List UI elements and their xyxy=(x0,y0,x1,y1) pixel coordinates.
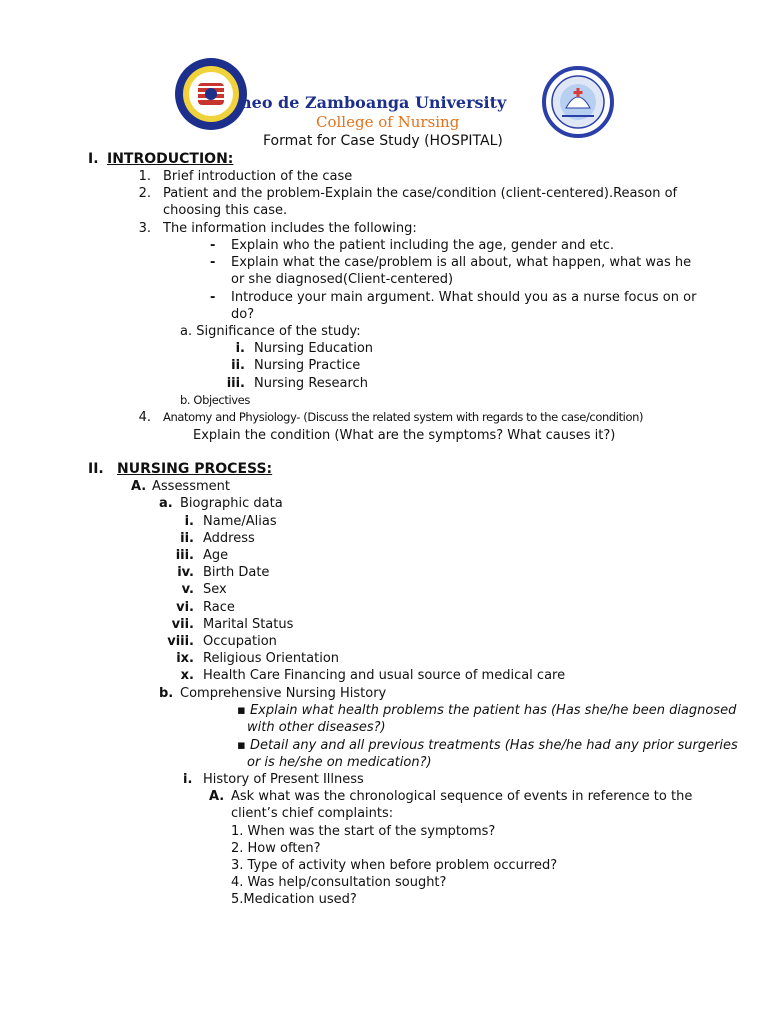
list-number: iii. xyxy=(175,548,194,563)
list-number: iii. xyxy=(226,376,245,391)
list-item: Race xyxy=(203,600,235,615)
list-item: Biographic data xyxy=(180,496,283,511)
list-number: iv. xyxy=(177,565,194,580)
list-item: Name/Alias xyxy=(203,514,277,529)
list-number: viii. xyxy=(167,634,194,649)
list-item: Ask what was the chronological sequence of events in reference to the xyxy=(231,789,693,804)
list-item: Religious Orientation xyxy=(203,651,340,666)
list-item: Nursing Education xyxy=(254,341,374,356)
section1-numeral: I. xyxy=(88,151,99,167)
list-item: Marital Status xyxy=(203,617,294,632)
list-number: ii. xyxy=(180,531,194,546)
page-title: Format for Case Study (HOSPITAL) xyxy=(263,133,503,149)
bullet-item: Explain who the patient including the age, gender and etc. xyxy=(231,238,615,253)
list-item-continuation: Explain the condition (What are the symptoms? What causes it?) xyxy=(193,428,616,443)
list-number: 2. xyxy=(138,186,151,201)
list-number: 1. xyxy=(138,169,151,184)
list-item: Anatomy and Physiology- (Discuss the related system with regards to the case/condition) xyxy=(163,410,644,424)
note-item: ▪ Detail any and all previous treatments (Has she/he had any prior surgeries xyxy=(237,738,738,753)
list-item: The information includes the following: xyxy=(163,221,417,236)
question-item: 3. Type of activity when before problem occurred? xyxy=(231,858,558,873)
objectives-heading: b. Objectives xyxy=(180,393,250,407)
question-item: 4. Was help/consultation sought? xyxy=(231,875,447,890)
list-item: History of Present Illness xyxy=(203,772,364,787)
list-number: i. xyxy=(184,514,194,529)
section2-numeral: II. xyxy=(88,461,104,477)
section2-heading: NURSING PROCESS: xyxy=(117,461,273,477)
list-item-continuation: choosing this case. xyxy=(163,203,288,218)
bullet-item: Introduce your main argument. What should you as a nurse focus on or xyxy=(231,290,697,305)
list-number: A. xyxy=(209,789,225,804)
list-number: v. xyxy=(181,582,194,597)
list-number: a. xyxy=(159,496,173,511)
university-name: neo de Zamboanga University xyxy=(240,93,507,112)
note-item-continuation: or is he/she on medication?) xyxy=(247,755,432,770)
list-item: Address xyxy=(203,531,255,546)
bullet-dash: - xyxy=(210,290,216,305)
list-item: Occupation xyxy=(203,634,277,649)
university-seal-icon xyxy=(174,57,248,131)
bullet-dash: - xyxy=(210,238,216,253)
list-item: Nursing Research xyxy=(254,376,368,391)
list-number: vii. xyxy=(171,617,194,632)
question-item: 5.Medication used? xyxy=(231,892,357,907)
list-number: ix. xyxy=(176,651,194,666)
college-of-nursing-seal-icon xyxy=(542,66,614,138)
section1-heading: INTRODUCTION: xyxy=(107,151,234,167)
question-item: 1. When was the start of the symptoms? xyxy=(231,824,496,839)
list-item: Comprehensive Nursing History xyxy=(180,686,387,701)
list-number: b. xyxy=(159,686,174,701)
list-number: 4. xyxy=(138,410,151,425)
list-item: Brief introduction of the case xyxy=(163,169,353,184)
bullet-item-continuation: or she diagnosed(Client-centered) xyxy=(231,272,454,287)
list-item-continuation: client’s chief complaints: xyxy=(231,806,394,821)
list-item: Sex xyxy=(203,582,227,597)
list-number: ii. xyxy=(231,358,245,373)
bullet-dash: - xyxy=(210,255,216,270)
list-item: Age xyxy=(203,548,229,563)
list-item: Assessment xyxy=(152,479,230,494)
list-number: 3. xyxy=(138,221,151,236)
college-name: College of Nursing xyxy=(316,113,460,131)
list-item: Health Care Financing and usual source of medical care xyxy=(203,668,566,683)
note-item-continuation: with other diseases?) xyxy=(247,720,386,735)
question-item: 2. How often? xyxy=(231,841,321,856)
bullet-item: Explain what the case/problem is all about, what happen, what was he xyxy=(231,255,692,270)
list-number: i. xyxy=(235,341,245,356)
bullet-item-continuation: do? xyxy=(231,307,255,322)
list-item: Nursing Practice xyxy=(254,358,361,373)
list-number: A. xyxy=(131,479,147,494)
note-item: ▪ Explain what health problems the patient has (Has she/he been diagnosed xyxy=(237,703,737,718)
list-item: Patient and the problem-Explain the case/condition (client-centered).Reason of xyxy=(163,186,678,201)
list-number: x. xyxy=(180,668,194,683)
list-item: Birth Date xyxy=(203,565,270,580)
significance-heading: a. Significance of the study: xyxy=(180,324,361,339)
list-number: vi. xyxy=(176,600,194,615)
list-number: i. xyxy=(183,772,193,787)
